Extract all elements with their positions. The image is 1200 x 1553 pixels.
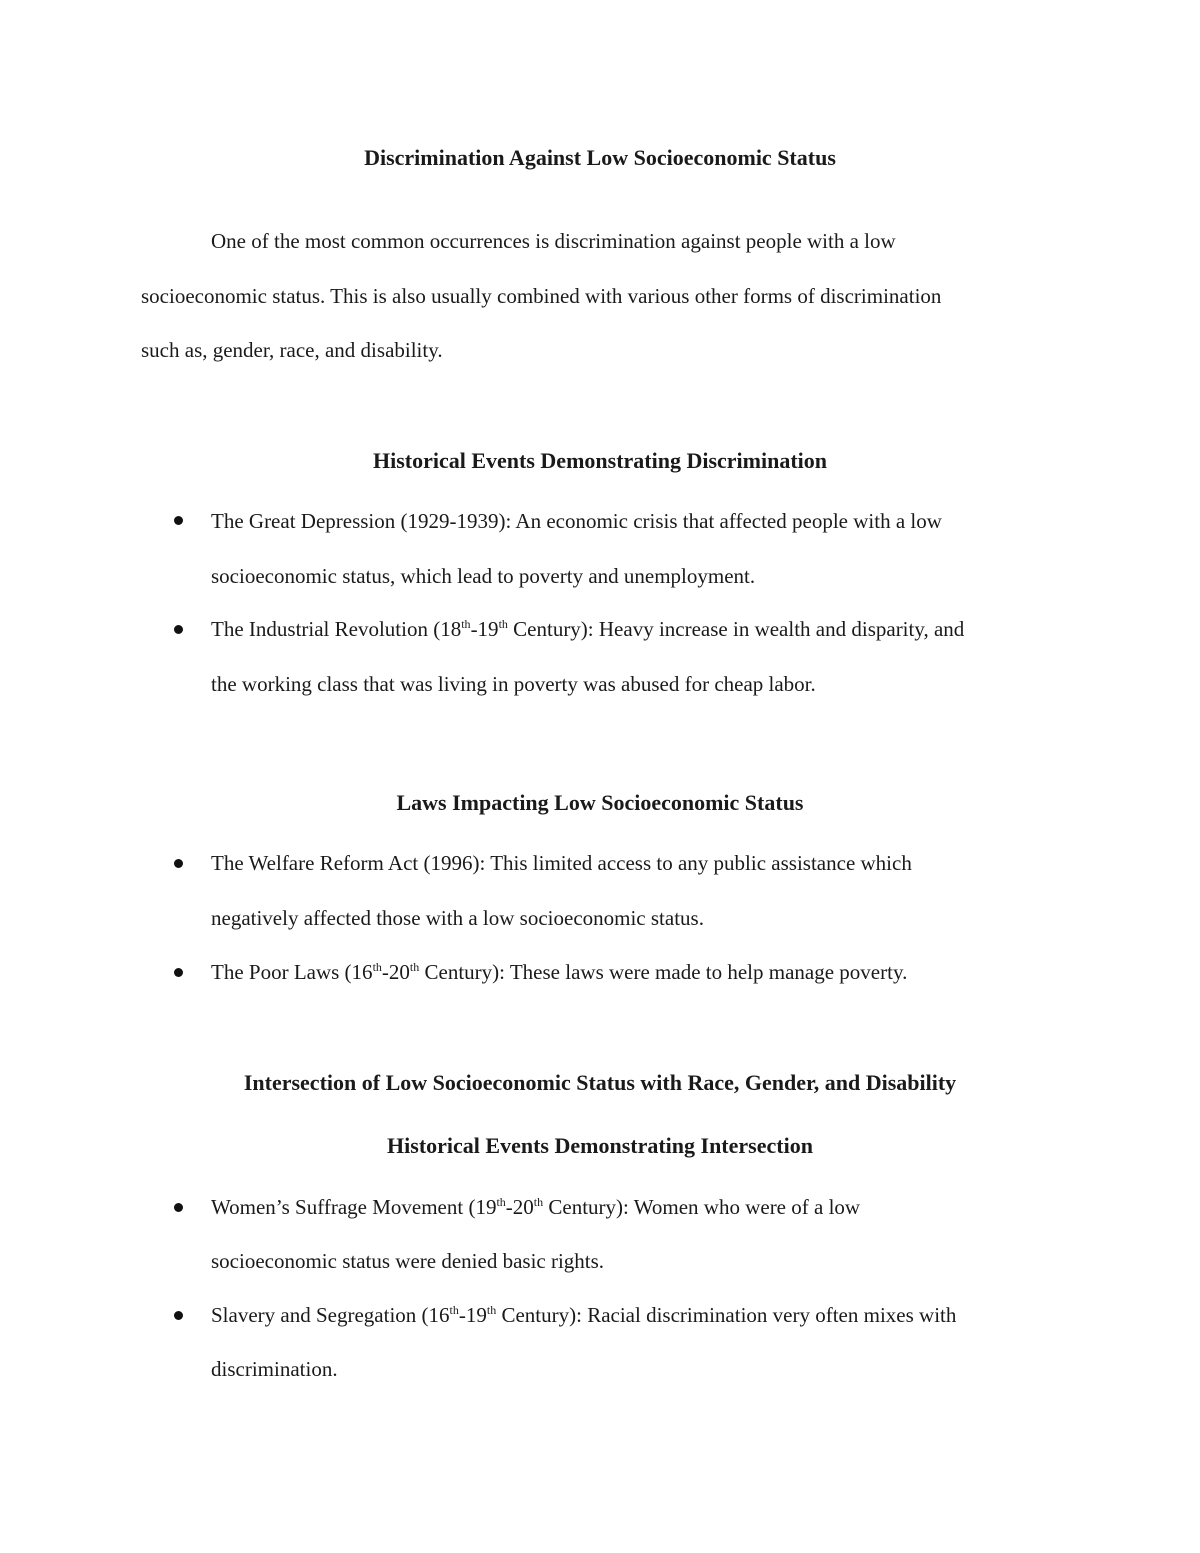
section-heading-historical-events: Historical Events Demonstrating Discrimination [372, 448, 828, 473]
list-item-suffrage: Women’s Suffrage Movement (19th-20th Century): Women who were of a low [211, 1195, 861, 1219]
list-item-slavery: Slavery and Segregation (16th-19th Century): Racial discrimination very often mixes with [211, 1303, 957, 1327]
intro-line-2: socioeconomic status. This is also usually combined with various other forms of discrimination [141, 284, 942, 308]
bullet-icon [174, 859, 183, 868]
list-item-industrial-revolution: The Industrial Revolution (18th-19th Century): Heavy increase in wealth and disparity, and [211, 617, 965, 641]
document-title: Discrimination Against Low Socioeconomic Status [364, 145, 836, 170]
list-item-industrial-revolution-cont: the working class that was living in poverty was abused for cheap labor. [211, 672, 816, 696]
section-heading-laws: Laws Impacting Low Socioeconomic Status [396, 790, 804, 815]
list-item-suffrage-cont: socioeconomic status were denied basic rights. [211, 1249, 605, 1273]
bullet-icon [174, 1311, 183, 1320]
subheading-intersection-events: Historical Events Demonstrating Intersection [387, 1133, 813, 1158]
section-heading-intersection: Intersection of Low Socioeconomic Status with Race, Gender, and Disability [243, 1070, 957, 1095]
list-item-welfare-reform: The Welfare Reform Act (1996): This limited access to any public assistance which [211, 851, 912, 875]
list-item-great-depression: The Great Depression (1929-1939): An economic crisis that affected people with a low [211, 509, 942, 533]
intro-line-1: One of the most common occurrences is discrimination against people with a low [211, 229, 896, 253]
list-item-poor-laws: The Poor Laws (16th-20th Century): These laws were made to help manage poverty. [211, 960, 908, 984]
list-item-great-depression-cont: socioeconomic status, which lead to poverty and unemployment. [211, 564, 756, 588]
list-item-slavery-cont: discrimination. [211, 1357, 338, 1381]
intro-line-3: such as, gender, race, and disability. [141, 338, 443, 362]
bullet-icon [174, 625, 183, 634]
bullet-icon [174, 516, 183, 525]
bullet-icon [174, 1203, 183, 1212]
list-item-welfare-reform-cont: negatively affected those with a low socioeconomic status. [211, 906, 704, 930]
bullet-icon [174, 968, 183, 977]
